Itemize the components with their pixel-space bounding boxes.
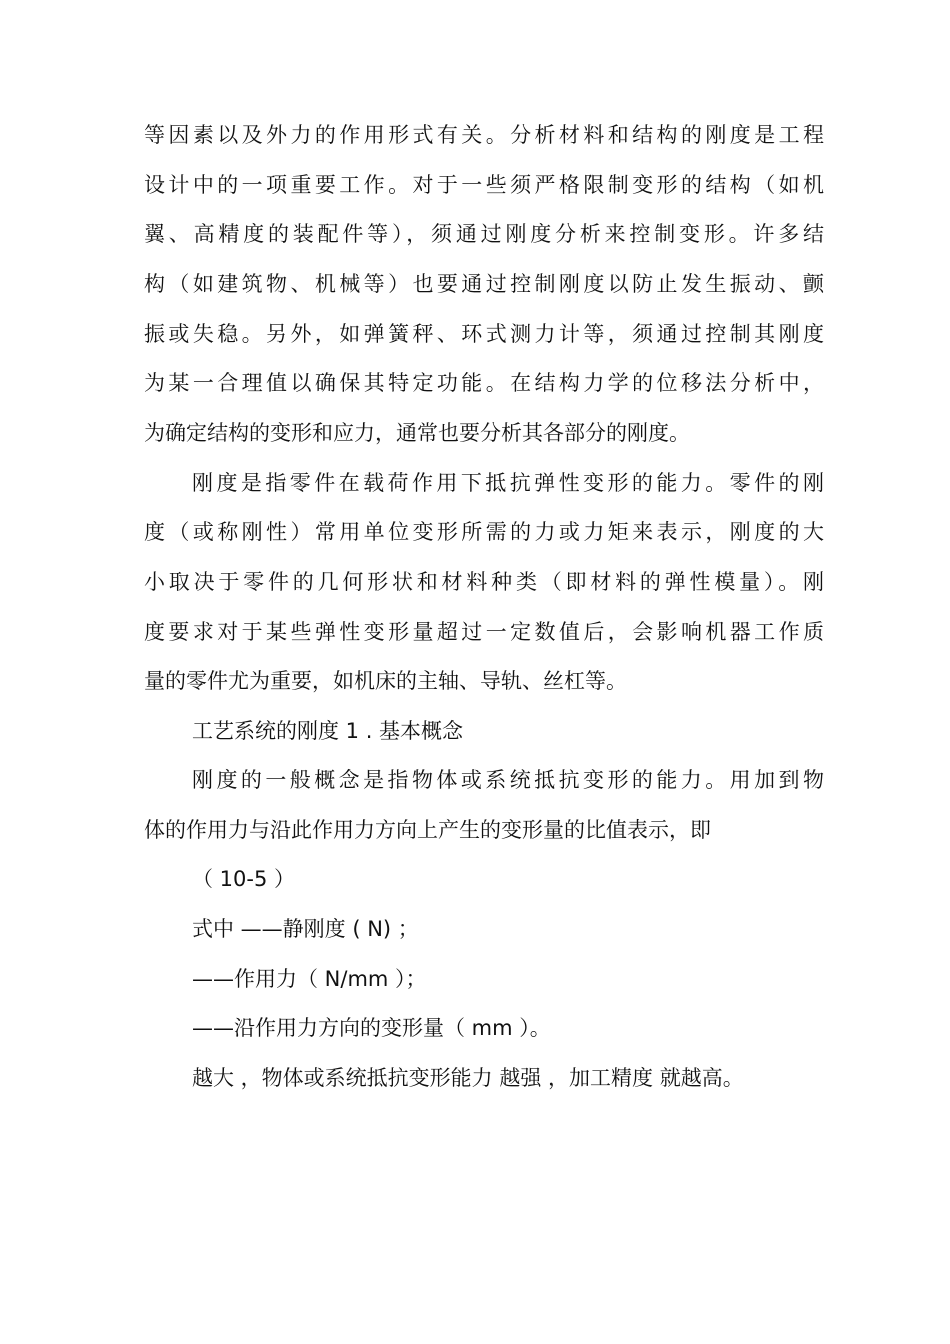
text-line-6: 为某一合理值以确保其特定功能。在结构力学的位移法分析中， xyxy=(144,371,824,395)
text-line-15: 体的作用力与沿此作用力方向上产生的变形量的比值表示，即 xyxy=(144,818,711,842)
text-line-2: 设计中的一项重要工作。对于一些须严格限制变形的结构（如机 xyxy=(144,173,824,197)
text-line-14: 刚度的一般概念是指物体或系统抵抗变形的能力。用加到物 xyxy=(192,768,824,792)
text-line-20: 越大 ，物体或系统抵抗变形能力 越强 ，加工精度 就越高。 xyxy=(192,1066,744,1090)
text-line-10: 小取决于零件的几何形状和材料种类（即材料的弹性模量）。刚 xyxy=(144,570,824,594)
text-line-5: 振或失稳。另外，如弹簧秤、环式测力计等，须通过控制其刚度 xyxy=(144,322,824,346)
definition-line-1: 式中 ——静刚度 ( N) ； xyxy=(192,917,419,941)
text-line-7: 为确定结构的变形和应力，通常也要分析其各部分的刚度。 xyxy=(144,421,690,445)
section-heading-line: 工艺系统的刚度 1 . 基本概念 xyxy=(192,719,464,743)
text-line-12: 量的零件尤为重要，如机床的主轴、导轨、丝杠等。 xyxy=(144,669,627,693)
text-line-3: 翼、高精度的装配件等），须通过刚度分析来控制变形。许多结 xyxy=(144,222,824,246)
definition-line-3: ——沿作用力方向的变形量（ mm ）。 xyxy=(192,1016,551,1040)
equation-number: （ 10-5 ） xyxy=(192,867,296,891)
text-line-9: 度（或称刚性）常用单位变形所需的力或力矩来表示，刚度的大 xyxy=(144,520,824,544)
definition-line-2: ——作用力（ N/mm ）； xyxy=(192,967,427,991)
text-line-11: 度要求对于某些弹性变形量超过一定数值后，会影响机器工作质 xyxy=(144,620,824,644)
text-line-4: 构（如建筑物、机械等）也要通过控制刚度以防止发生振动、颤 xyxy=(144,272,824,296)
text-line-1: 等因素以及外力的作用形式有关。分析材料和结构的刚度是工程 xyxy=(144,123,824,147)
text-line-8: 刚度是指零件在载荷作用下抵抗弹性变形的能力。零件的刚 xyxy=(192,471,824,495)
